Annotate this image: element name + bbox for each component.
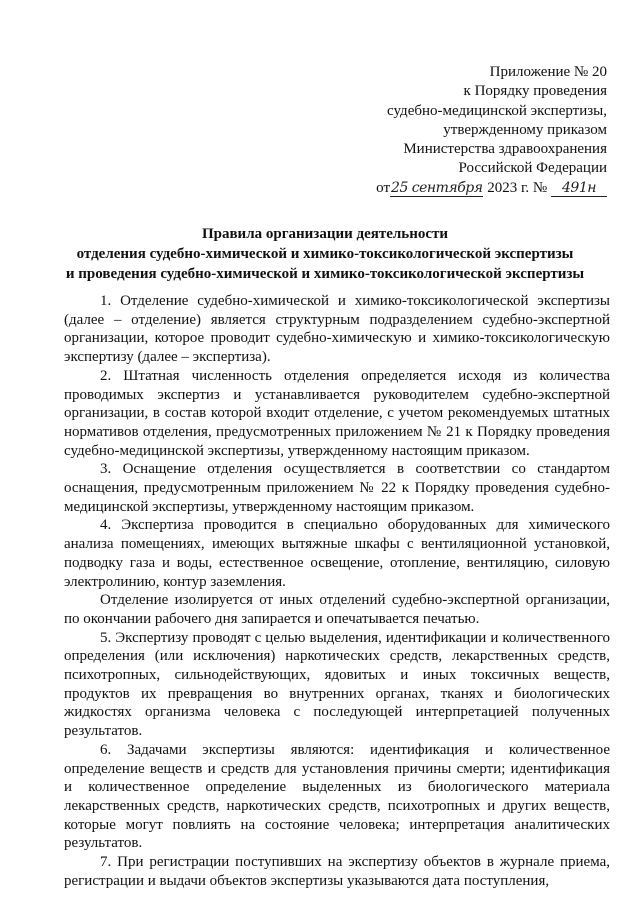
- appendix-line: судебно-медицинской экспертизы,: [387, 102, 607, 119]
- paragraph: 1. Отделение судебно-химической и химико-токсикологической экспертизы (далее – отделение) является структурным подразделением судебно-экспертной организации, которое проводит судебно-химическую и химико-токсикологическую экспертизу (далее – экспертиза).: [64, 293, 610, 366]
- paragraph: Отделение изолируется от иных отделений судебно-экспертной организации, по окончании рабочего дня запирается и опечатывается печатью.: [64, 592, 610, 627]
- paragraph: 7. При регистрации поступивших на экспертизу объектов в журнале приема, регистрации и выдачи объектов экспертизы указываются дата поступления,: [64, 854, 610, 889]
- paragraph: 2. Штатная численность отделения определяется исходя из количества проводимых экспертиз и устанавливается руководителем судебно-экспертной организации, в состав которой входит отделение, с учетом рекомендуемых штатных нормативов отделения, предусмотренных приложением № 21 к Порядку проведения судебно-медицинской экспертизы, утвержденному настоящим приказом.: [64, 367, 610, 459]
- appendix-line: к Порядку проведения: [463, 83, 607, 100]
- title-line: отделения судебно-химической и химико-токсикологической экспертизы: [76, 246, 574, 262]
- handwritten-order-number: 491н: [551, 181, 607, 197]
- paragraph: 4. Экспертиза проводится в специально оборудованных для химического анализа помещениях, имеющих вытяжные шкафы с вентиляционной установкой, подводку газа и воды, естественное освещение, отопление, вентиляцию, силовую электролинию, контур заземления.: [64, 517, 610, 590]
- appendix-header: [376, 63, 607, 198]
- title-line: Правила организации деятельности: [201, 226, 449, 242]
- appendix-line: Министерства здравоохранения: [403, 141, 607, 158]
- handwritten-date: 25 сентября: [391, 179, 483, 196]
- order-date-line: [376, 179, 607, 198]
- paragraph: 3. Оснащение отделения осуществляется в соответствии со стандартом оснащения, предусмотренным приложением № 22 к Порядку проведения судебно-медицинской экспертизы, утвержденному настоящим приказом.: [64, 461, 610, 515]
- appendix-line: Приложение № 20: [489, 64, 607, 80]
- document-title: [40, 224, 610, 284]
- date-suffix: 2023 г. №: [487, 179, 548, 196]
- paragraph: 5. Экспертизу проводят с целью выделения, идентификации и количественного определения (или исключения) наркотических средств, лекарственных средств, психотропных, сильнодействующих, ядовитых и иных токсичных веществ, продуктов их превращения во внутренних органах, тканях и биологических жидкостях организма человека с последующей интерпретацией полученных результатов.: [64, 629, 610, 740]
- appendix-line: Российской Федерации: [458, 160, 607, 177]
- title-line: и проведения судебно-химической и химико-токсикологической экспертизы: [65, 266, 585, 282]
- date-prefix: от: [376, 179, 391, 196]
- paragraph: 6. Задачами экспертизы являются: идентификация и количественное определение веществ и средств для установления причины смерти; идентификация и количественное определение выделенных из биологического материала лекарственных средств, наркотических средств, психотропных и других веществ, которые могут повлиять на состояние человека; интерпретация аналитических результатов.: [64, 741, 610, 852]
- document-body: [64, 292, 610, 891]
- appendix-line: утвержденному приказом: [443, 121, 607, 138]
